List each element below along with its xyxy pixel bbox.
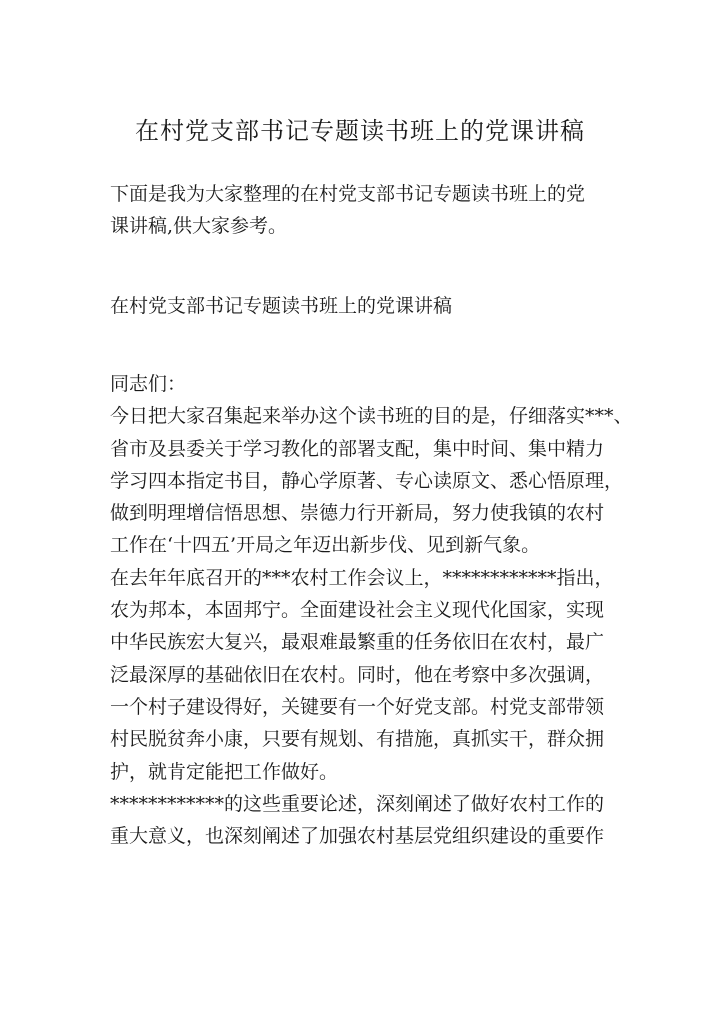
body-line: 同志们： <box>110 373 187 395</box>
body-line: ************的这些重要论述，深刻阐述了做好农村工作的 <box>110 792 605 815</box>
body-line: 护，就肯定能把工作做好。 <box>110 760 339 783</box>
body-line: 重大意义，也深刻阐述了加强农村基层党组织建设的重要作 <box>110 825 605 848</box>
body-line: 学习四本指定书目，静心学原著、专心读原文、悉心悟原理， <box>110 469 624 492</box>
body-line: 农为邦本，本固邦宁。全面建设社会主义现代化国家，实现 <box>110 599 605 622</box>
intro-line: 下面是我为大家整理的在村党支部书记专题读书班上的党 <box>110 183 586 205</box>
body-line: 在去年年底召开的***农村工作会议上，************指出， <box>110 566 614 589</box>
document-title: 在村党支部书记专题读书班上的党课讲稿 <box>135 117 585 145</box>
body-line: 做到明理增信悟思想、崇德力行开新局，努力使我镇的农村 <box>110 502 605 525</box>
document-subtitle <box>110 290 630 322</box>
body-line: 泛最深厚的基础依旧在农村。同时，他在考察中多次强调， <box>110 663 605 686</box>
body-line: 工作在‘十四五’开局之年迈出新步伐、见到新气象。 <box>110 534 541 557</box>
body-text <box>110 368 633 852</box>
subtitle-line: 在村党支部书记专题读书班上的党课讲稿 <box>110 295 453 317</box>
body-line: 一个村子建设得好，关键要有一个好党支部。村党支部带领 <box>110 695 605 718</box>
intro-line: 课讲稿,供大家参考。 <box>110 215 288 238</box>
body-line: 中华民族宏大复兴，最艰难最繁重的任务依旧在农村，最广 <box>110 631 605 654</box>
intro-paragraph <box>110 178 630 243</box>
body-line: 省市及县委关于学习教化的部署支配，集中时间、集中精力 <box>110 437 605 460</box>
body-line: 今日把大家召集起来举办这个读书班的目的是，仔细落实***、 <box>110 405 633 428</box>
body-line: 村民脱贫奔小康，只要有规划、有措施，真抓实干，群众拥 <box>110 728 605 751</box>
